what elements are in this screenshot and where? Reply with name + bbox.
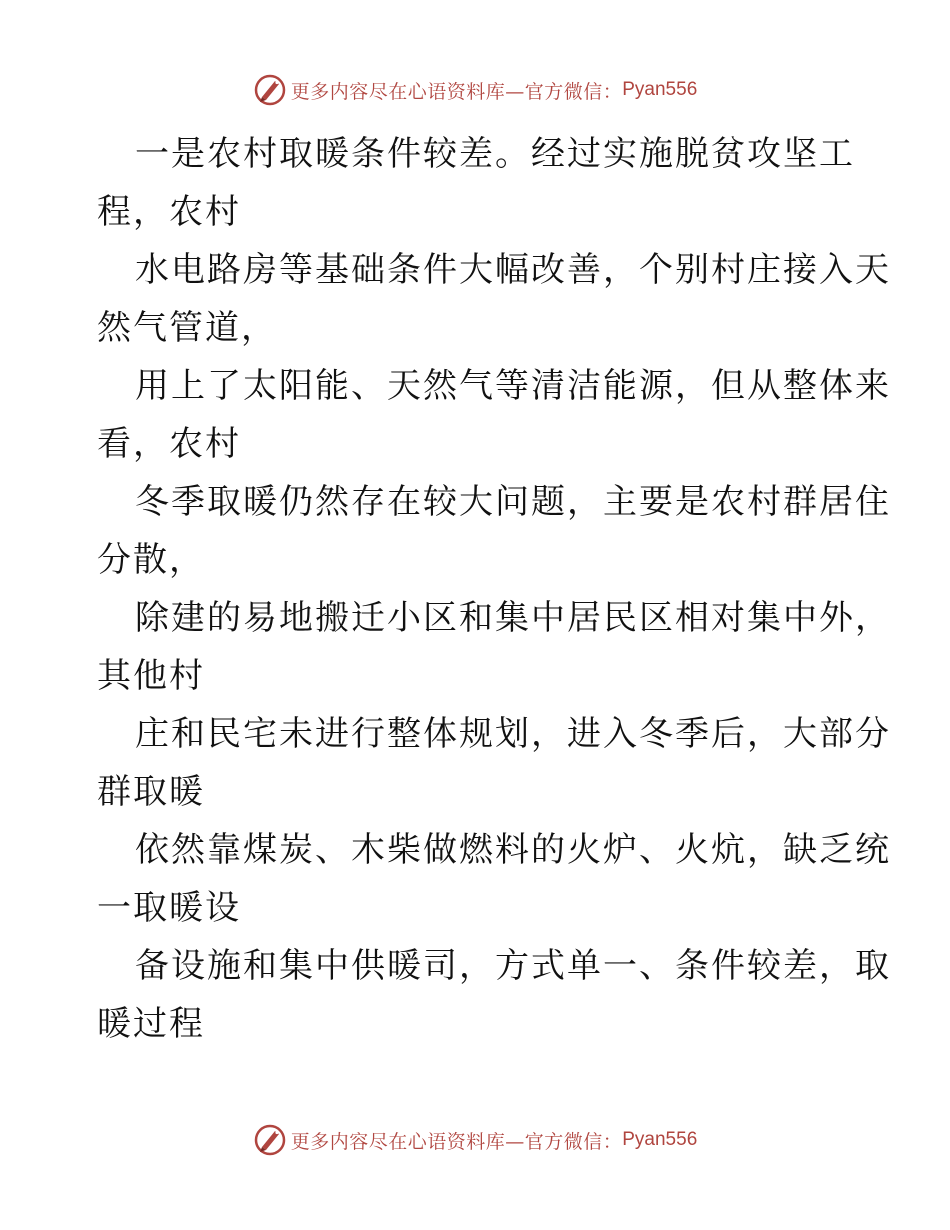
paragraph-line: 暖过程 <box>97 1004 205 1044</box>
paragraph-line: 程，农村 <box>97 192 241 232</box>
paragraph <box>97 821 891 937</box>
paragraph-line: 其他村 <box>97 656 205 696</box>
header-banner <box>0 70 950 110</box>
paragraph-line: 水电路房等基础条件大幅改善，个别村庄接入天 <box>135 250 891 290</box>
document-body <box>97 125 891 1053</box>
paragraph-line: 一取暖设 <box>97 888 241 928</box>
paragraph <box>97 241 891 357</box>
paragraph-line: 除建的易地搬迁小区和集中居民区相对集中外， <box>135 598 891 638</box>
paragraph <box>97 473 891 589</box>
paragraph-line: 用上了太阳能、天然气等清洁能源，但从整体来 <box>135 366 891 406</box>
paragraph <box>97 937 891 1053</box>
paragraph-line: 看，农村 <box>97 424 241 464</box>
paragraph-line: 一是农村取暖条件较差。经过实施脱贫攻坚工 <box>135 134 855 174</box>
paragraph-line: 庄和民宅未进行整体规划，进入冬季后，大部分 <box>135 714 891 754</box>
paragraph-line: 备设施和集中供暖司，方式单一、条件较差，取 <box>135 946 891 986</box>
banner-text: 更多内容尽在心语资料库—官方微信： <box>290 80 623 103</box>
pen-logo-icon <box>253 73 287 107</box>
banner-text: 更多内容尽在心语资料库—官方微信： <box>290 1130 623 1153</box>
paragraph <box>97 589 891 705</box>
paragraph <box>97 125 857 241</box>
paragraph-line: 然气管道， <box>97 308 277 348</box>
paragraph <box>97 357 891 473</box>
paragraph-line: 冬季取暖仍然存在较大问题，主要是农村群居住 <box>135 482 891 522</box>
paragraph-line: 依然靠煤炭、木柴做燃料的火炉、火炕，缺乏统 <box>135 830 891 870</box>
banner-wechat-id: Pyan556 <box>622 1129 698 1150</box>
paragraph-line: 群取暖 <box>97 772 205 812</box>
banner-wechat-id: Pyan556 <box>622 79 698 100</box>
paragraph-line: 分散， <box>97 540 205 580</box>
pen-logo-icon <box>253 1123 287 1157</box>
footer-banner <box>0 1120 950 1160</box>
paragraph <box>97 705 891 821</box>
